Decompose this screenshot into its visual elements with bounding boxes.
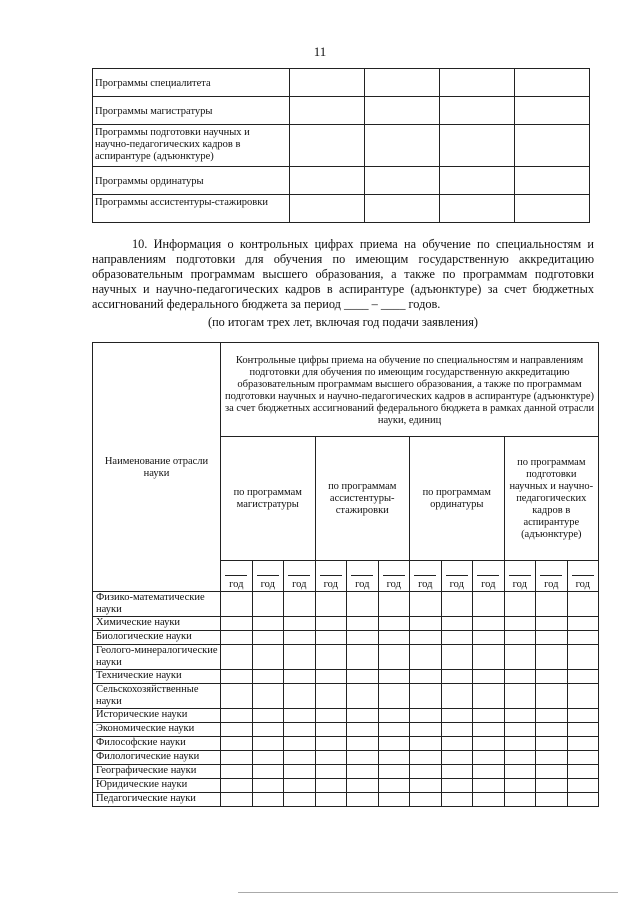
table-cell — [252, 723, 284, 737]
table-row — [93, 793, 599, 807]
table-cell — [252, 709, 284, 723]
table-cell — [567, 793, 599, 807]
table-cell — [252, 670, 284, 684]
table-cell — [221, 592, 253, 617]
table-cell — [567, 779, 599, 793]
science-name: Философские науки — [93, 737, 221, 751]
year-header-cell — [347, 561, 379, 592]
table-row — [93, 69, 590, 97]
table-cell — [221, 645, 253, 670]
year-header-cell — [473, 561, 505, 592]
table-cell — [504, 592, 536, 617]
table-cell — [473, 684, 505, 709]
table-cell — [473, 737, 505, 751]
table-cell — [473, 765, 505, 779]
table-cell — [365, 195, 440, 223]
table-cell — [284, 592, 316, 617]
table-cell — [378, 592, 410, 617]
table-cell — [221, 779, 253, 793]
table-cell — [365, 167, 440, 195]
table-cell — [284, 709, 316, 723]
group-header-residency: по программам ординатуры — [410, 437, 505, 561]
table-cell — [315, 670, 347, 684]
table-cell — [315, 684, 347, 709]
year-blank-line — [383, 569, 405, 576]
table-cell — [504, 709, 536, 723]
table-cell — [473, 779, 505, 793]
table-cell — [504, 684, 536, 709]
table-row — [93, 631, 599, 645]
year-header-cell — [536, 561, 568, 592]
table-cell — [410, 645, 442, 670]
table-cell — [221, 793, 253, 807]
table-cell — [410, 779, 442, 793]
table-cell — [504, 779, 536, 793]
table-cell — [441, 737, 473, 751]
year-blank-line — [446, 569, 468, 576]
table-cell — [473, 592, 505, 617]
table-cell — [284, 751, 316, 765]
table-cell — [536, 779, 568, 793]
year-label: год — [512, 579, 527, 590]
table-cell — [315, 645, 347, 670]
table-row — [93, 97, 590, 125]
table-cell — [378, 684, 410, 709]
table-cell — [536, 737, 568, 751]
table-cell — [315, 709, 347, 723]
table-cell — [441, 723, 473, 737]
year-blank-line — [509, 569, 531, 576]
table-row — [93, 617, 599, 631]
year-label: год — [323, 579, 338, 590]
table-cell — [347, 684, 379, 709]
table-cell — [221, 723, 253, 737]
group-header-postgraduate: по программам подготовки научных и научно-педагогических кадров в аспирантуре (адъюнктуре) — [504, 437, 599, 561]
table-cell — [567, 617, 599, 631]
table-cell — [504, 793, 536, 807]
table-cell — [290, 195, 365, 223]
table-cell — [252, 617, 284, 631]
table-cell — [284, 765, 316, 779]
table-cell — [378, 793, 410, 807]
table-cell — [504, 737, 536, 751]
table-cell — [504, 645, 536, 670]
table-cell — [315, 723, 347, 737]
year-label: год — [575, 579, 590, 590]
table-cell — [221, 765, 253, 779]
table-cell — [221, 670, 253, 684]
page-number: 11 — [313, 44, 327, 59]
year-blank-line — [572, 569, 594, 576]
year-blank-line — [414, 569, 436, 576]
table-cell — [536, 723, 568, 737]
table-cell — [440, 69, 515, 97]
table-row — [93, 592, 599, 617]
science-name: Педагогические науки — [93, 793, 221, 807]
section-note: (по итогам трех лет, включая год подачи заявления) — [207, 315, 478, 329]
table-cell — [536, 765, 568, 779]
science-name: Биологические науки — [93, 631, 221, 645]
year-label: год — [449, 579, 464, 590]
table-row — [93, 684, 599, 709]
table-cell — [473, 751, 505, 765]
table-cell — [252, 631, 284, 645]
table-cell — [441, 617, 473, 631]
table-cell — [536, 793, 568, 807]
table-cell — [504, 670, 536, 684]
table-cell — [378, 645, 410, 670]
year-label: год — [292, 579, 307, 590]
table-cell — [567, 631, 599, 645]
table-cell — [410, 631, 442, 645]
table-cell — [504, 723, 536, 737]
year-blank-line — [225, 569, 247, 576]
year-blank-line — [288, 569, 310, 576]
table-cell — [290, 125, 365, 167]
table-cell — [473, 670, 505, 684]
section-paragraph: 10. Информация о контрольных цифрах приема на обучение по специальностям и направлениям подготовки для обучения по имеющим государственную аккредитацию образовательным программам высшего образования, а также по программам подготовки научных и научно-педагогических кадров в аспирантуре (адъюнктуре) за счет бюджетных ассигнований федерального бюджета за период ____ – ____ годов. — [92, 237, 594, 311]
science-name: Исторические науки — [93, 709, 221, 723]
table-cell — [515, 125, 590, 167]
table-cell — [410, 684, 442, 709]
table-cell — [365, 69, 440, 97]
table-cell — [315, 765, 347, 779]
table-cell — [284, 793, 316, 807]
table-cell — [410, 737, 442, 751]
table-cell — [284, 779, 316, 793]
science-name: Физико-математические науки — [93, 592, 221, 617]
table-cell — [536, 684, 568, 709]
year-blank-line — [320, 569, 342, 576]
year-header-cell — [504, 561, 536, 592]
table-cell — [365, 125, 440, 167]
table-row — [93, 751, 599, 765]
table-cell — [347, 709, 379, 723]
year-header-cell — [315, 561, 347, 592]
table-row — [93, 645, 599, 670]
table-cell — [284, 684, 316, 709]
table-row — [93, 737, 599, 751]
table-cell — [347, 670, 379, 684]
table-cell — [284, 631, 316, 645]
table-row — [93, 765, 599, 779]
year-label: год — [386, 579, 401, 590]
table-cell — [410, 617, 442, 631]
table-cell — [473, 645, 505, 670]
page-edge-line — [238, 892, 618, 893]
year-blank-line — [540, 569, 562, 576]
table-cell — [221, 631, 253, 645]
table-cell — [378, 737, 410, 751]
table-cell — [378, 765, 410, 779]
year-header-cell — [252, 561, 284, 592]
table-cell — [252, 779, 284, 793]
table-cell — [567, 765, 599, 779]
year-blank-line — [257, 569, 279, 576]
table-cell — [284, 670, 316, 684]
group-header-masters: по программам магистратуры — [221, 437, 316, 561]
program-label: Программы магистратуры — [93, 97, 290, 125]
table-cell — [441, 765, 473, 779]
table-row — [93, 709, 599, 723]
table-cell — [378, 631, 410, 645]
table-cell — [473, 617, 505, 631]
table-cell — [315, 793, 347, 807]
table-cell — [536, 645, 568, 670]
table-cell — [315, 737, 347, 751]
table-cell — [347, 737, 379, 751]
table-cell — [378, 617, 410, 631]
table-cell — [290, 167, 365, 195]
table-cell — [504, 617, 536, 631]
table-cell — [441, 684, 473, 709]
table-cell — [315, 751, 347, 765]
program-label: Программы подготовки научных и научно-педагогических кадров в аспирантуре (адъюнктуре) — [93, 125, 290, 167]
table-cell — [347, 631, 379, 645]
science-name: Сельскохозяйственные науки — [93, 684, 221, 709]
table-row — [93, 670, 599, 684]
table-cell — [347, 751, 379, 765]
table-cell — [410, 751, 442, 765]
group-header-assistantship: по программам ассистентуры-стажировки — [315, 437, 410, 561]
table-cell — [441, 751, 473, 765]
table-cell — [410, 709, 442, 723]
table-cell — [347, 645, 379, 670]
programs-table — [92, 68, 590, 223]
table-cell — [441, 645, 473, 670]
table-cell — [378, 779, 410, 793]
table-cell — [347, 765, 379, 779]
table-cell — [347, 617, 379, 631]
table-cell — [473, 793, 505, 807]
table-cell — [515, 69, 590, 97]
science-name: Экономические науки — [93, 723, 221, 737]
table-cell — [290, 69, 365, 97]
table-cell — [441, 631, 473, 645]
science-name: Филологические науки — [93, 751, 221, 765]
year-label: год — [355, 579, 370, 590]
table-cell — [440, 125, 515, 167]
table-cell — [252, 645, 284, 670]
science-name: Юридические науки — [93, 779, 221, 793]
table-cell — [536, 670, 568, 684]
year-header-cell — [410, 561, 442, 592]
table-cell — [441, 670, 473, 684]
table-cell — [252, 684, 284, 709]
table-cell — [504, 765, 536, 779]
table-cell — [315, 617, 347, 631]
table-cell — [252, 765, 284, 779]
table-cell — [284, 737, 316, 751]
table-cell — [221, 751, 253, 765]
year-label: год — [418, 579, 433, 590]
table-cell — [441, 793, 473, 807]
table-cell — [473, 709, 505, 723]
table-cell — [284, 645, 316, 670]
table-cell — [410, 723, 442, 737]
table-cell — [252, 737, 284, 751]
table-cell — [410, 793, 442, 807]
table-cell — [378, 709, 410, 723]
table-cell — [347, 779, 379, 793]
table-cell — [221, 709, 253, 723]
science-name: Химические науки — [93, 617, 221, 631]
table-cell — [252, 592, 284, 617]
table-cell — [567, 751, 599, 765]
table-cell — [221, 617, 253, 631]
program-label: Программы ординатуры — [93, 167, 290, 195]
quota-table — [92, 342, 599, 807]
table-cell — [536, 631, 568, 645]
table-cell — [315, 631, 347, 645]
table-cell — [378, 723, 410, 737]
table-cell — [365, 97, 440, 125]
table-cell — [473, 631, 505, 645]
table-cell — [567, 645, 599, 670]
table-cell — [410, 670, 442, 684]
year-header-cell — [441, 561, 473, 592]
year-header-cell — [221, 561, 253, 592]
science-name: Геолого-минералогические науки — [93, 645, 221, 670]
table-cell — [536, 709, 568, 723]
year-label: год — [481, 579, 496, 590]
year-header-cell — [378, 561, 410, 592]
table-cell — [284, 617, 316, 631]
table-row — [93, 779, 599, 793]
table-cell — [504, 751, 536, 765]
table-cell — [440, 97, 515, 125]
year-blank-line — [477, 569, 499, 576]
year-header-cell — [284, 561, 316, 592]
table-cell — [567, 737, 599, 751]
table-cell — [441, 709, 473, 723]
table-cell — [473, 723, 505, 737]
table-cell — [221, 737, 253, 751]
table-cell — [315, 779, 347, 793]
table-cell — [441, 779, 473, 793]
table-cell — [284, 723, 316, 737]
table-row — [93, 195, 590, 223]
table-cell — [567, 709, 599, 723]
year-label: год — [260, 579, 275, 590]
year-header-cell — [567, 561, 599, 592]
table-cell — [347, 793, 379, 807]
table-cell — [515, 97, 590, 125]
table-cell — [378, 670, 410, 684]
table-cell — [410, 592, 442, 617]
table-cell — [567, 670, 599, 684]
header-science-field: Наименование отрасли науки — [93, 343, 221, 592]
table-cell — [567, 592, 599, 617]
table-cell — [315, 592, 347, 617]
table-cell — [440, 195, 515, 223]
science-name: Технические науки — [93, 670, 221, 684]
table-cell — [515, 167, 590, 195]
table-cell — [347, 723, 379, 737]
table-cell — [536, 751, 568, 765]
table-cell — [378, 751, 410, 765]
table-cell — [410, 765, 442, 779]
year-blank-line — [351, 569, 373, 576]
table-cell — [441, 592, 473, 617]
table-cell — [536, 617, 568, 631]
table-cell — [440, 167, 515, 195]
table-row — [93, 167, 590, 195]
table-cell — [536, 592, 568, 617]
table-cell — [515, 195, 590, 223]
table-cell — [567, 684, 599, 709]
program-label: Программы специалитета — [93, 69, 290, 97]
table-cell — [347, 592, 379, 617]
table-row — [93, 723, 599, 737]
year-label: год — [544, 579, 559, 590]
header-quota-description: Контрольные цифры приема на обучение по специальностям и направлениям подготовки для обучения по имеющим государственную аккредитацию образовательным программам высшего образования, а также по программам подготовки научных и научно-педагогических кадров в аспирантуре (адъюнктуре) за счет бюджетных ассигнований федерального бюджета в рамках данной отрасли науки, единиц — [221, 343, 599, 437]
table-row — [93, 125, 590, 167]
table-cell — [252, 751, 284, 765]
table-cell — [221, 684, 253, 709]
table-cell — [290, 97, 365, 125]
year-label: год — [229, 579, 244, 590]
table-cell — [567, 723, 599, 737]
table-cell — [252, 793, 284, 807]
table-cell — [504, 631, 536, 645]
science-name: Географические науки — [93, 765, 221, 779]
program-label: Программы ассистентуры-стажировки — [93, 195, 290, 223]
